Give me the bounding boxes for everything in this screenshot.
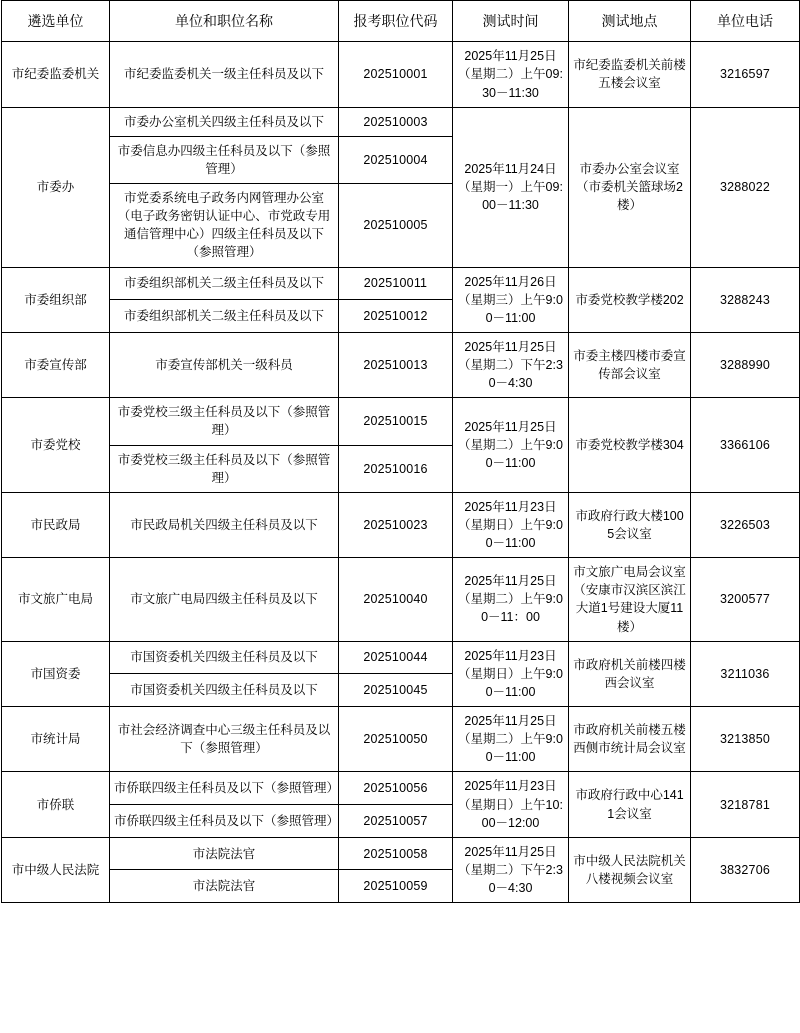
cell-position-code: 202510005	[339, 184, 453, 268]
cell-test-time: 2025年11月25日（星期二）上午9:00－11:00	[453, 398, 569, 493]
cell-test-place: 市中级人民法院机关八楼视频会议室	[569, 837, 691, 902]
cell-job-name: 市党委系统电子政务内网管理办公室（电子政务密钥认证中心、市党政专用通信管理中心）四级主任科员及以下（参照管理）	[110, 184, 339, 268]
cell-position-code: 202510058	[339, 837, 453, 870]
cell-phone: 3211036	[691, 641, 800, 706]
cell-test-time: 2025年11月26日（星期三）上午9:00－11:00	[453, 267, 569, 332]
table-row	[2, 558, 800, 642]
cell-test-time: 2025年11月24日（星期一）上午09:00－11:30	[453, 107, 569, 267]
cell-phone: 3288990	[691, 332, 800, 397]
cell-position-code: 202510044	[339, 641, 453, 674]
cell-position-code: 202510013	[339, 332, 453, 397]
cell-test-place: 市政府机关前楼四楼西会议室	[569, 641, 691, 706]
column-header-phone: 单位电话	[691, 1, 800, 42]
cell-position-code: 202510015	[339, 398, 453, 445]
cell-position-code: 202510050	[339, 707, 453, 772]
table-row	[2, 492, 800, 557]
column-header-unit: 遴选单位	[2, 1, 110, 42]
cell-test-place: 市文旅广电局会议室（安康市汉滨区滨江大道1号建设大厦11楼）	[569, 558, 691, 642]
cell-position-code: 202510040	[339, 558, 453, 642]
cell-unit: 市委组织部	[2, 267, 110, 332]
table-row	[2, 267, 800, 300]
cell-test-place: 市政府行政中心1411会议室	[569, 772, 691, 837]
cell-job-name: 市委组织部机关二级主任科员及以下	[110, 300, 339, 333]
cell-job-name: 市委办公室机关四级主任科员及以下	[110, 107, 339, 136]
table-body	[2, 42, 800, 903]
cell-position-code: 202510056	[339, 772, 453, 805]
column-header-job-name: 单位和职位名称	[110, 1, 339, 42]
cell-job-name: 市国资委机关四级主任科员及以下	[110, 674, 339, 707]
cell-job-name: 市民政局机关四级主任科员及以下	[110, 492, 339, 557]
table-row	[2, 641, 800, 674]
cell-job-name: 市社会经济调查中心三级主任科员及以下（参照管理）	[110, 707, 339, 772]
cell-job-name: 市委组织部机关二级主任科员及以下	[110, 267, 339, 300]
cell-phone: 3216597	[691, 42, 800, 107]
cell-position-code: 202510001	[339, 42, 453, 107]
cell-test-time: 2025年11月25日（星期二）上午09:30－11:30	[453, 42, 569, 107]
cell-phone: 3226503	[691, 492, 800, 557]
cell-unit: 市民政局	[2, 492, 110, 557]
cell-test-time: 2025年11月25日（星期二）上午9:00－11：00	[453, 558, 569, 642]
cell-phone: 3366106	[691, 398, 800, 493]
cell-unit: 市统计局	[2, 707, 110, 772]
cell-job-name: 市文旅广电局四级主任科员及以下	[110, 558, 339, 642]
table-row	[2, 107, 800, 136]
column-header-test-time: 测试时间	[453, 1, 569, 42]
cell-unit: 市委办	[2, 107, 110, 267]
cell-unit: 市文旅广电局	[2, 558, 110, 642]
table-row	[2, 837, 800, 870]
column-header-position-code: 报考职位代码	[339, 1, 453, 42]
cell-unit: 市国资委	[2, 641, 110, 706]
cell-test-time: 2025年11月25日（星期二）下午2:30－4:30	[453, 332, 569, 397]
cell-position-code: 202510023	[339, 492, 453, 557]
cell-job-name: 市委党校三级主任科员及以下（参照管理）	[110, 398, 339, 445]
cell-unit: 市委党校	[2, 398, 110, 493]
cell-job-name: 市纪委监委机关一级主任科员及以下	[110, 42, 339, 107]
cell-phone: 3832706	[691, 837, 800, 902]
cell-test-time: 2025年11月23日（星期日）上午9:00－11:00	[453, 641, 569, 706]
cell-position-code: 202510011	[339, 267, 453, 300]
table-row	[2, 772, 800, 805]
selection-positions-table	[1, 0, 800, 903]
cell-job-name: 市国资委机关四级主任科员及以下	[110, 641, 339, 674]
cell-unit: 市委宣传部	[2, 332, 110, 397]
column-header-test-place: 测试地点	[569, 1, 691, 42]
cell-position-code: 202510045	[339, 674, 453, 707]
cell-position-code: 202510012	[339, 300, 453, 333]
cell-unit: 市纪委监委机关	[2, 42, 110, 107]
cell-test-place: 市纪委监委机关前楼五楼会议室	[569, 42, 691, 107]
cell-position-code: 202510057	[339, 805, 453, 838]
cell-job-name: 市委宣传部机关一级科员	[110, 332, 339, 397]
cell-job-name: 市委信息办四级主任科员及以下（参照管理）	[110, 136, 339, 183]
cell-unit: 市中级人民法院	[2, 837, 110, 902]
cell-job-name: 市委党校三级主任科员及以下（参照管理）	[110, 445, 339, 492]
cell-position-code: 202510016	[339, 445, 453, 492]
table-header-row	[2, 1, 800, 42]
cell-test-place: 市委党校教学楼202	[569, 267, 691, 332]
cell-test-place: 市政府机关前楼五楼西侧市统计局会议室	[569, 707, 691, 772]
table-row	[2, 707, 800, 772]
cell-phone: 3200577	[691, 558, 800, 642]
table-header	[2, 1, 800, 42]
cell-job-name: 市法院法官	[110, 837, 339, 870]
cell-test-time: 2025年11月23日（星期日）上午10:00－12:00	[453, 772, 569, 837]
table-row	[2, 332, 800, 397]
cell-phone: 3218781	[691, 772, 800, 837]
cell-test-place: 市委主楼四楼市委宣传部会议室	[569, 332, 691, 397]
cell-test-place: 市政府行政大楼1005会议室	[569, 492, 691, 557]
cell-phone: 3288022	[691, 107, 800, 267]
table-row	[2, 42, 800, 107]
cell-unit: 市侨联	[2, 772, 110, 837]
cell-job-name: 市侨联四级主任科员及以下（参照管理）	[110, 805, 339, 838]
cell-job-name: 市侨联四级主任科员及以下（参照管理）	[110, 772, 339, 805]
cell-test-time: 2025年11月23日（星期日）上午9:00－11:00	[453, 492, 569, 557]
table-row	[2, 398, 800, 445]
cell-test-place: 市委党校教学楼304	[569, 398, 691, 493]
cell-test-time: 2025年11月25日（星期二）上午9:00－11:00	[453, 707, 569, 772]
cell-test-place: 市委办公室会议室（市委机关篮球场2楼）	[569, 107, 691, 267]
cell-position-code: 202510004	[339, 136, 453, 183]
cell-test-time: 2025年11月25日（星期二）下午2:30－4:30	[453, 837, 569, 902]
cell-phone: 3213850	[691, 707, 800, 772]
cell-position-code: 202510003	[339, 107, 453, 136]
cell-job-name: 市法院法官	[110, 870, 339, 903]
cell-position-code: 202510059	[339, 870, 453, 903]
cell-phone: 3288243	[691, 267, 800, 332]
